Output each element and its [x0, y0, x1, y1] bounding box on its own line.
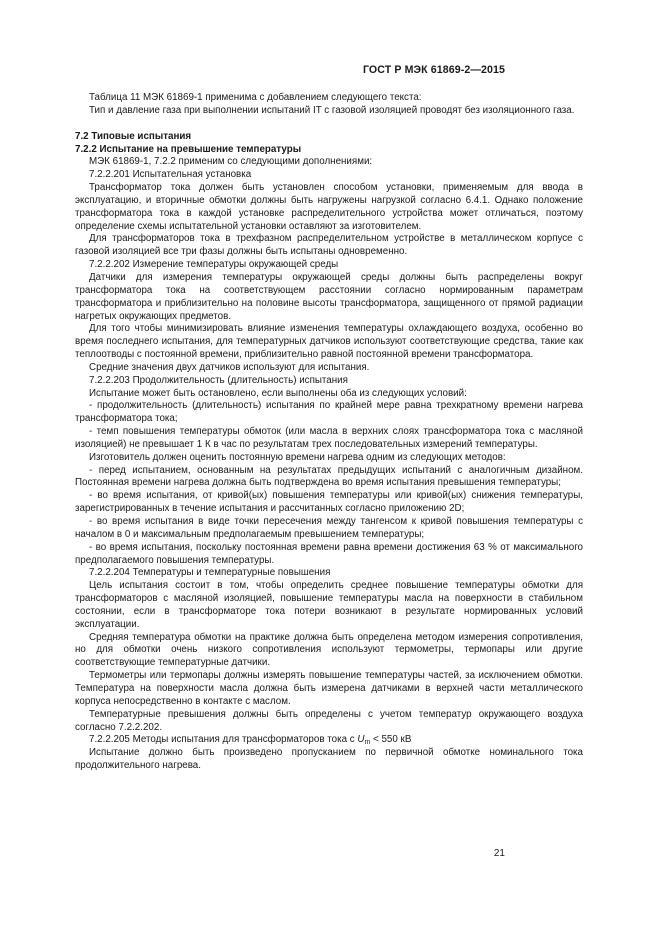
formula-prefix: 7.2.2.205 Методы испытания для трансформаторов тока с — [89, 734, 358, 746]
paragraph: - темп повышения температуры обмоток (или масла в верхних слоях трансформатора тока с масляной изоляцией) не превышает 1 К в час по результатам трех последовательных измерений температуры. — [75, 426, 583, 450]
paragraph: - во время испытания, от кривой(ых) повышения температуры или кривой(ых) снижения температуры, зарегистрированных в течение испытания и рассчитанных согласно приложению 2D; — [75, 490, 583, 515]
paragraph: Для трансформаторов тока в трехфазном распределительном устройстве в металлическом корпусе с газовой изоляцией все три фазы должны быть испытаны одновременно. — [75, 233, 583, 258]
section-7-2-2-205-title — [75, 734, 583, 747]
paragraph: 7.2.2.202 Измерение температуры окружающей среды — [89, 259, 339, 271]
voltage-subscript: m — [364, 739, 371, 747]
paragraph: Трансформатор тока должен быть установлен способом установки, применяемым для ввода в эксплуатацию, и вторичные обмотки должны быть нагружены нагрузкой согласно 6.4.1. Однако положение трансформатора тока в каждой установке распределительного устройства может отличаться, поэтому определение схемы испытательной установки оставляют за изготовителем. — [75, 182, 583, 232]
paragraph: - перед испытанием, основанным на результатах предыдущих испытаний с аналогичным дизайном. Постоянная времени нагрева должна быть подтверждена во время испытания превышения температуры; — [75, 464, 583, 489]
paragraph: Датчики для измерения температуры окружающей среды должны быть распределены вокруг трансформатора тока на соответствующем расстоянии согласно нормированным параметрам трансформатора и приблизительно на половине высоты трансформатора, защищенного от прямой радиации нагретых окружающих предметов. — [75, 271, 583, 322]
document-body — [75, 92, 583, 773]
page-number: 21 — [493, 848, 505, 859]
paragraph: 7.2.2.204 Температуры и температурные повышения — [89, 567, 331, 579]
paragraph: - во время испытания в виде точки пересечения между тангенсом к кривой повышения температуры с началом в 0 и максимальным предполагаемым превышением температуры; — [75, 516, 583, 540]
paragraph: Температурные превышения должны быть определены с учетом температур окружающего воздуха согласно 7.2.2.202. — [75, 708, 583, 733]
paragraph: Средние значения двух датчиков используют для испытания. — [89, 361, 370, 373]
final-paragraph: Испытание должно быть произведено пропусканием по первичной обмотке номинального тока продолжительного нагрева. — [75, 747, 583, 772]
standard-header: ГОСТ Р МЭК 61869-2—2015 — [362, 64, 505, 76]
paragraph: Тип и давление газа при выполнении испытаний IT с газовой изоляцией проводят без изоляционного газа. — [89, 104, 575, 116]
formula-suffix: < 550 кВ — [370, 734, 412, 746]
paragraph: Средняя температура обмотки на практике должна быть определена методом измерения сопротивления, но для обмотки очень низкого сопротивления используют термометры, термопары или другие соответствующие температурные датчики. — [75, 631, 583, 669]
paragraph: - продолжительность (длительность) испытания по крайней мере равна трехкратному времени нагрева трансформатора тока; — [75, 400, 583, 425]
paragraph: - во время испытания, поскольку постоянная времени равна времени достижения 63 % от максимального предполагаемого повышения температуры. — [75, 541, 583, 566]
paragraph: Для того чтобы минимизировать влияние изменения температуры охлаждающего воздуха, особенно во время последнего испытания, для температурных датчиков используют соответствующие средства, такие как теплоотводы с постоянной времени, приблизительно равной постоянной времени трансформатора. — [75, 323, 583, 361]
paragraph: Изготовитель должен оценить постоянную времени нагрева одним из следующих методов: — [89, 451, 506, 463]
paragraph: Испытание может быть остановлено, если выполнены оба из следующих условий: — [89, 387, 467, 399]
section-heading: 7.2 Типовые испытания — [75, 130, 192, 142]
paragraph: Термометры или термопары должны измерять повышение температуры частей, за исключением обмотки. Температура на поверхности масла должна быть измерена датчиками в верхней части металлического корпуса непосредственно в контакте с маслом. — [75, 670, 583, 707]
paragraph-list — [75, 92, 583, 734]
voltage-symbol: U — [357, 734, 365, 746]
paragraph: 7.2.2.203 Продолжительность (длительность) испытания — [89, 374, 348, 386]
paragraph: МЭК 61869-1, 7.2.2 применим со следующими дополнениями: — [89, 156, 373, 168]
paragraph: Цель испытания состоит в том, чтобы определить среднее повышение температуры обмотки для трансформаторов с масляной изоляцией, повышение температуры масла на поверхности в стабильном состоянии, если в трансформаторе тока потери возникают в результате нормированных условий эксплуатации. — [75, 580, 583, 630]
paragraph: Таблица 11 МЭК 61869-1 применима с добавлением следующего текста: — [89, 92, 422, 103]
section-heading: 7.2.2 Испытание на превышение температуры — [75, 143, 302, 155]
paragraph: 7.2.2.201 Испытательная установка — [89, 169, 252, 181]
